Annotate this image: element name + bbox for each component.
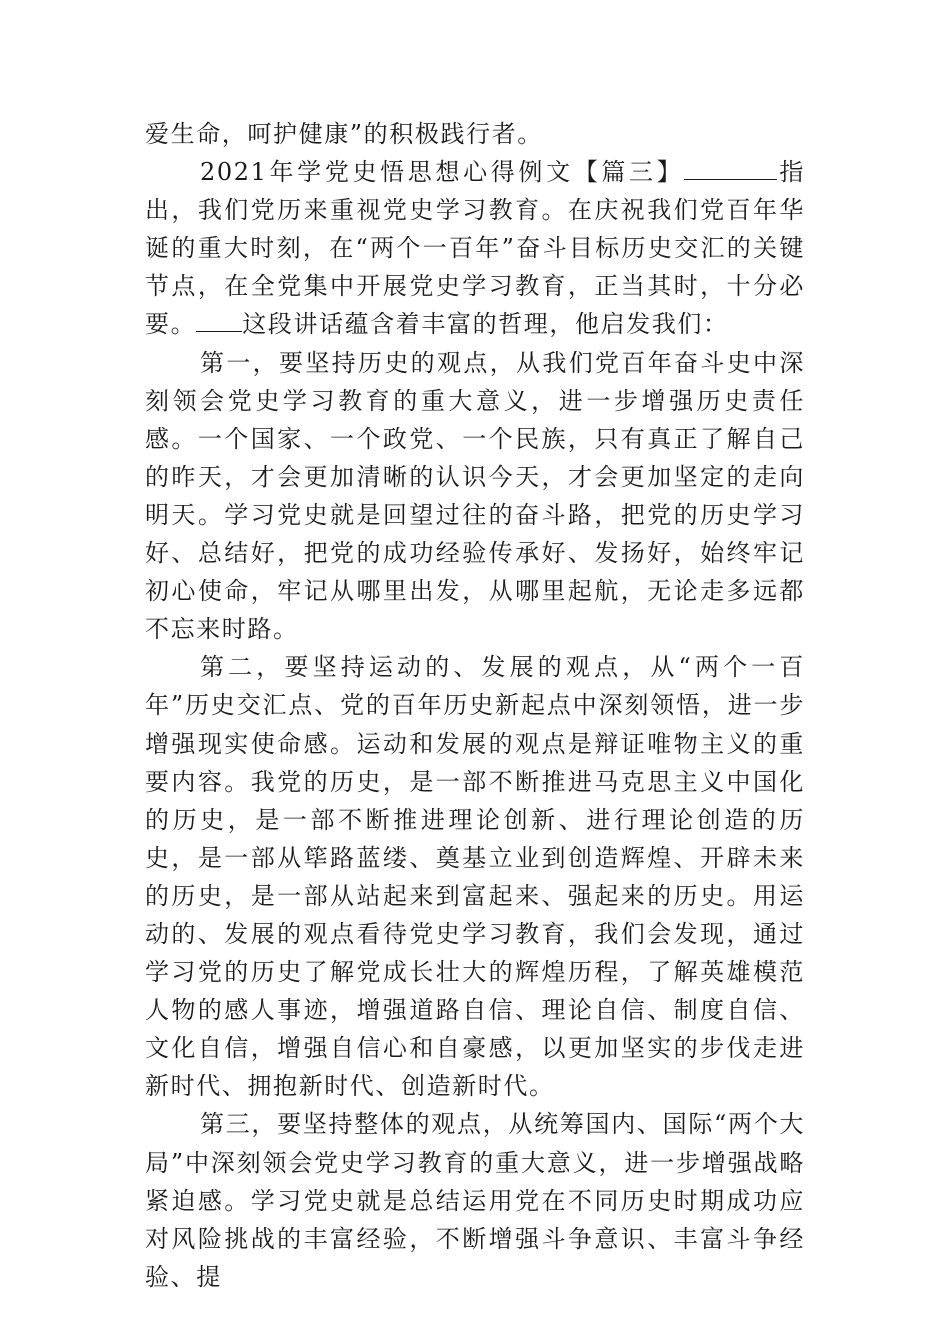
paragraph-text: 第一，要坚持历史的观点，从我们党百年奋斗史中深刻领会党史学习教育的重大意义，进一步增强历史责任感。一个国家、一个政党、一个民族，只有真正了解自己的昨天，才会更加清晰的认识今天，才会更加坚定的走向明天。学习党史就是回望过往的奋斗路，把党的历史学习好、总结好，把党的成功经验传承好、发扬好，始终牢记初心使命，牢记从哪里出发，从哪里起航，无论走多远都不忘来时路。 [145, 348, 805, 644]
fill-blank-line [684, 157, 777, 180]
paragraph-point-three [145, 1105, 805, 1295]
fill-blank-line [196, 309, 242, 332]
paragraph-text: 指出，我们党历来重视党史学习教育。在庆祝我们党百年华诞的重大时刻，在“两个一百年”奋斗目标历史交汇的关键节点，在全党集中开展党史学习教育，正当其时，十分必要。 [145, 158, 805, 339]
paragraph-article-intro [145, 153, 805, 343]
paragraph-text: 爱生命，呵护健康”的积极践行者。 [145, 120, 543, 148]
document-body [145, 115, 805, 1296]
paragraph-text: 第二，要坚持运动的、发展的观点，从“两个一百年”历史交汇点、党的百年历史新起点中深刻领悟，进一步增强现实使命感。运动和发展的观点是辩证唯物主义的重要内容。我党的历史，是一部不断推进马克思主义中国化的历史，是一部不断推进理论创新、进行理论创造的历史，是一部从筚路蓝缕、奠基立业到创造辉煌、开辟未来的历史，是一部从站起来到富起来、强起来的历史。用运动的、发展的观点看待党史学习教育，我们会发现，通过学习党的历史了解党成长壮大的辉煌历程，了解英雄模范人物的感人事迹，增强道路自信、理论自信、制度自信、文化自信，增强自信心和自豪感，以更加坚实的步伐走进新时代、拥抱新时代、创造新时代。 [145, 653, 805, 1101]
paragraph-point-two [145, 648, 805, 1105]
paragraph-point-one [145, 344, 805, 649]
paragraph-text: 第三，要坚持整体的观点，从统筹国内、国际“两个大局”中深刻领会党史学习教育的重大意义，进一步增强战略紧迫感。学习党史就是总结运用党在不同历史时期成功应对风险挑战的丰富经验，不断增强斗争意识、丰富斗争经验、提 [145, 1110, 805, 1291]
paragraph-continuation [145, 115, 805, 153]
paragraph-text: 这段讲话蕴含着丰富的哲理，他启发我们： [242, 310, 729, 339]
article-title: 2021年学党史悟思想心得例文【篇三】 [200, 158, 685, 187]
